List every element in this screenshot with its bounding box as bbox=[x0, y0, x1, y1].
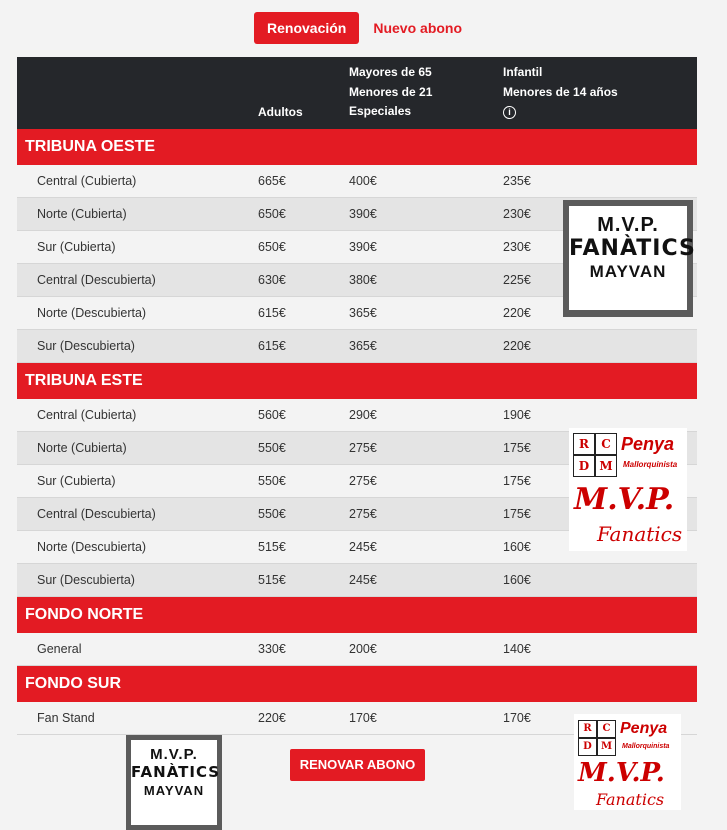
header-mayores-line2: Menores de 21 bbox=[349, 84, 433, 99]
header-mayores-line3: Especiales bbox=[349, 104, 412, 118]
price-infantil: 140€ bbox=[503, 642, 531, 656]
penya-text: Penya bbox=[620, 720, 668, 737]
price-adultos: 665€ bbox=[258, 174, 286, 188]
price-adultos: 650€ bbox=[258, 240, 286, 254]
rcdm-grid bbox=[578, 720, 616, 756]
mallorquinista-text: Mallorquinista bbox=[622, 743, 670, 750]
price-mayores: 365€ bbox=[349, 339, 377, 353]
price-mayores: 365€ bbox=[349, 306, 377, 320]
logo-fanatics-text: FANÀTICS bbox=[131, 763, 221, 781]
zone-name: Norte (Cubierta) bbox=[37, 441, 127, 455]
price-infantil: 170€ bbox=[503, 711, 531, 725]
penya-mvp-logo-small bbox=[574, 714, 681, 810]
price-mayores: 200€ bbox=[349, 642, 377, 656]
penya-fanatics-text: Fanatics bbox=[596, 790, 665, 809]
logo-fanatics-text: FANÀTICS bbox=[569, 236, 696, 261]
tab-bar bbox=[254, 12, 462, 44]
logo-mvp-text: M.V.P. bbox=[150, 746, 198, 763]
zone-name: General bbox=[37, 642, 82, 656]
zone-name: Sur (Descubierta) bbox=[37, 573, 135, 587]
price-infantil: 160€ bbox=[503, 540, 531, 554]
header-infantil bbox=[503, 63, 618, 122]
price-mayores: 400€ bbox=[349, 174, 377, 188]
mvp-fanatics-logo bbox=[563, 200, 696, 317]
price-infantil: 220€ bbox=[503, 306, 531, 320]
price-mayores: 245€ bbox=[349, 573, 377, 587]
zone-name: Norte (Descubierta) bbox=[37, 306, 147, 320]
rcdm-cell: R bbox=[578, 720, 597, 738]
price-infantil: 230€ bbox=[503, 207, 531, 221]
price-adultos: 630€ bbox=[258, 273, 286, 287]
penya-fanatics-text: Fanatics bbox=[597, 522, 683, 546]
price-adultos: 550€ bbox=[258, 507, 286, 521]
zone-name: Fan Stand bbox=[37, 711, 95, 725]
section-header: TRIBUNA OESTE bbox=[17, 129, 697, 165]
header-mayores-line1: Mayores de 65 bbox=[349, 65, 432, 79]
header-infantil-line1: Infantil bbox=[503, 65, 543, 79]
zone-name: Central (Descubierta) bbox=[37, 507, 156, 521]
zone-name: Sur (Descubierta) bbox=[37, 339, 135, 353]
rcdm-cell: M bbox=[595, 455, 617, 477]
logo-mayvan-text: MAYVAN bbox=[589, 262, 667, 281]
price-adultos: 550€ bbox=[258, 474, 286, 488]
renovar-abono-button[interactable]: RENOVAR ABONO bbox=[290, 749, 425, 781]
rcdm-cell: R bbox=[573, 433, 595, 455]
price-adultos: 615€ bbox=[258, 306, 286, 320]
table-row bbox=[17, 564, 697, 597]
tab-renovacion[interactable]: Renovación bbox=[254, 12, 359, 44]
table-row bbox=[17, 165, 697, 198]
price-adultos: 550€ bbox=[258, 441, 286, 455]
table-header bbox=[17, 57, 697, 129]
rcdm-grid bbox=[573, 433, 617, 477]
price-adultos: 220€ bbox=[258, 711, 286, 725]
zone-name: Sur (Cubierta) bbox=[37, 474, 116, 488]
table-row bbox=[17, 330, 697, 363]
rcdm-cell: D bbox=[578, 738, 597, 756]
price-mayores: 275€ bbox=[349, 507, 377, 521]
price-infantil: 225€ bbox=[503, 273, 531, 287]
price-infantil: 175€ bbox=[503, 474, 531, 488]
section-header: FONDO NORTE bbox=[17, 597, 697, 633]
mvp-fanatics-logo-inner bbox=[131, 740, 221, 825]
zone-name: Norte (Cubierta) bbox=[37, 207, 127, 221]
rcdm-cell: C bbox=[595, 433, 617, 455]
penya-text: Penya bbox=[621, 434, 675, 454]
price-adultos: 615€ bbox=[258, 339, 286, 353]
header-adultos: Adultos bbox=[258, 104, 303, 119]
price-mayores: 275€ bbox=[349, 474, 377, 488]
penya-mvp-logo bbox=[569, 428, 687, 551]
mvp-fanatics-logo-inner bbox=[569, 206, 696, 310]
tab-nuevo-abono[interactable]: Nuevo abono bbox=[373, 20, 463, 36]
price-infantil: 175€ bbox=[503, 441, 531, 455]
price-mayores: 390€ bbox=[349, 207, 377, 221]
section-header: TRIBUNA ESTE bbox=[17, 363, 697, 399]
price-infantil: 220€ bbox=[503, 339, 531, 353]
price-infantil: 160€ bbox=[503, 573, 531, 587]
price-adultos: 560€ bbox=[258, 408, 286, 422]
price-mayores: 390€ bbox=[349, 240, 377, 254]
price-adultos: 515€ bbox=[258, 573, 286, 587]
price-infantil: 230€ bbox=[503, 240, 531, 254]
mallorquinista-text: Mallorquinista bbox=[623, 460, 678, 469]
info-icon[interactable]: i bbox=[503, 106, 516, 119]
header-infantil-line2: Menores de 14 años bbox=[503, 84, 618, 99]
price-infantil: 190€ bbox=[503, 408, 531, 422]
zone-name: Norte (Descubierta) bbox=[37, 540, 147, 554]
section-header: FONDO SUR bbox=[17, 666, 697, 702]
price-mayores: 170€ bbox=[349, 711, 377, 725]
price-adultos: 515€ bbox=[258, 540, 286, 554]
rcdm-cell: M bbox=[597, 738, 616, 756]
price-mayores: 290€ bbox=[349, 408, 377, 422]
table-row bbox=[17, 633, 697, 666]
price-adultos: 650€ bbox=[258, 207, 286, 221]
zone-name: Central (Cubierta) bbox=[37, 408, 137, 422]
mvp-fanatics-logo-small bbox=[126, 735, 222, 830]
price-adultos: 330€ bbox=[258, 642, 286, 656]
penya-mvp-text: M.V.P. bbox=[578, 758, 665, 788]
price-mayores: 275€ bbox=[349, 441, 377, 455]
zone-name: Central (Cubierta) bbox=[37, 174, 137, 188]
zone-name: Sur (Cubierta) bbox=[37, 240, 116, 254]
rcdm-cell: D bbox=[573, 455, 595, 477]
rcdm-cell: C bbox=[597, 720, 616, 738]
price-infantil: 235€ bbox=[503, 174, 531, 188]
zone-name: Central (Descubierta) bbox=[37, 273, 156, 287]
price-infantil: 175€ bbox=[503, 507, 531, 521]
logo-mvp-text: M.V.P. bbox=[597, 214, 659, 236]
price-table bbox=[17, 57, 697, 735]
header-mayores bbox=[349, 63, 432, 122]
price-mayores: 245€ bbox=[349, 540, 377, 554]
penya-mvp-text: M.V.P. bbox=[574, 482, 675, 517]
logo-mayvan-text: MAYVAN bbox=[143, 783, 205, 798]
price-mayores: 380€ bbox=[349, 273, 377, 287]
